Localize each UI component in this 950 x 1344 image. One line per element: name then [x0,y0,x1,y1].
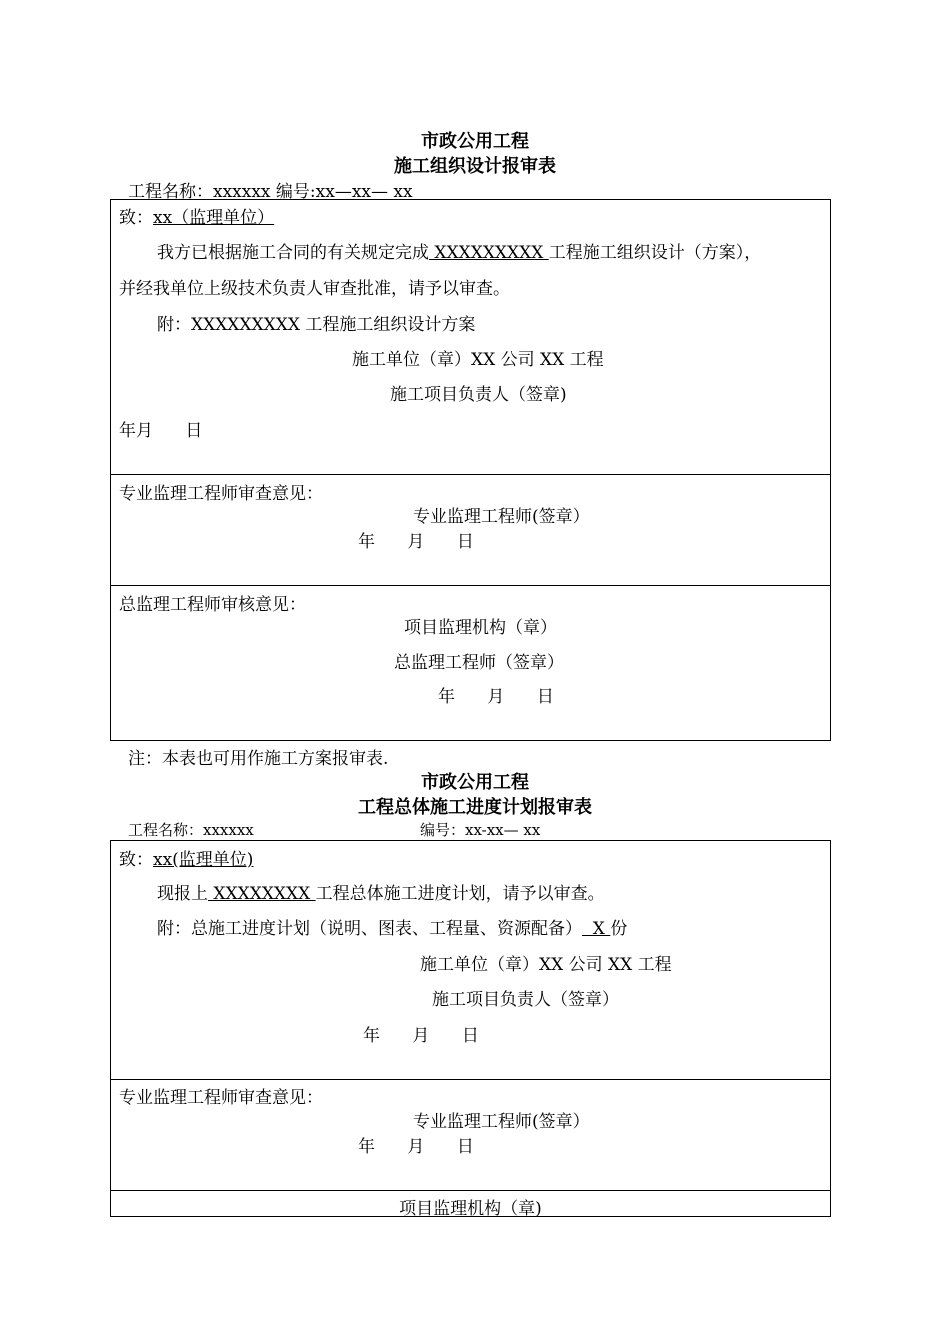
form1-to-line [119,203,274,228]
form2-date-2: 年 月 日 [358,1137,474,1157]
form2-to-line [119,845,253,870]
form2-org-seal: 项目监理机构（章) [399,1199,542,1219]
form1-attachment: 附：XXXXXXXXX 工程施工组织设计方案 [157,315,476,335]
form2-engineer-sign: 专业监理工程师(签章） [413,1112,590,1132]
form2-para1-a: 现报上 [157,884,208,904]
form2-attachment [157,914,627,939]
form1-project-manager: 施工项目负责人（签章) [390,385,567,405]
form2-para1-b: 工程总体施工进度计划，请予以审查。 [315,884,605,904]
form2-date-1: 年 月 日 [363,1026,479,1046]
form1-paragraph-line2: 并经我单位上级技术负责人审查批准，请予以审查。 [119,279,510,299]
form1-engineer-opinion: 专业监理工程师审查意见： [119,484,323,504]
form1-date-1: 年月 日 [119,421,203,441]
form1-to-prefix: 致： [119,208,153,228]
form1-paragraph-line1 [157,238,761,263]
form2-attach-a: 附：总施工进度计划（说明、图表、工程量、资源配备） [157,919,582,939]
form1-date-2: 年 月 日 [358,532,474,552]
form2-attach-blank: X [582,919,611,939]
form2-number: 编号：xx-xx— xx [420,821,541,839]
form1-date-3: 年 月 日 [438,687,554,707]
form1-org-seal: 项目监理机构（章） [404,618,557,638]
form2-title-line1: 市政公用工程 [421,772,529,793]
form2-to-prefix: 致： [119,850,153,870]
form1-chief-sign: 总监理工程师（签章） [394,653,564,673]
form2-project-name: 工程名称：xxxxxx [128,821,254,839]
form1-para1-b: 工程施工组织设计（方案）， [548,243,762,263]
form2-paragraph-line1 [157,879,605,904]
form2-construction-unit: 施工单位（章）XX 公司 XX 工程 [420,955,672,975]
form2-para1-blank: XXXXXXXX [208,884,316,904]
form1-construction-unit: 施工单位（章）XX 公司 XX 工程 [352,350,604,370]
form1-note: 注：本表也可用作施工方案报审表. [128,749,389,769]
form2-to-value: xx(监理单位) [153,850,254,870]
form1-divider-1 [110,474,831,475]
form1-chief-opinion: 总监理工程师审核意见： [119,595,306,615]
form1-para1-a: 我方已根据施工合同的有关规定完成 [157,243,429,263]
form2-divider-1 [110,1079,831,1080]
form1-project-line: 工程名称：xxxxxx 编号:xx—xx— xx [128,182,413,202]
form1-to-value: xx（监理单位） [153,208,275,228]
form1-para1-blank: XXXXXXXXX [429,243,549,263]
form2-divider-2 [110,1190,831,1191]
form1-engineer-sign: 专业监理工程师(签章） [413,507,590,527]
form1-divider-2 [110,585,831,586]
form2-title-line2: 工程总体施工进度计划报审表 [358,797,592,818]
form1-title-line2: 施工组织设计报审表 [394,156,556,177]
form1-title-line1: 市政公用工程 [421,131,529,152]
form2-attach-b: 份 [610,919,628,939]
form2-project-manager: 施工项目负责人（签章） [432,990,619,1010]
form2-engineer-opinion: 专业监理工程师审查意见： [119,1088,323,1108]
